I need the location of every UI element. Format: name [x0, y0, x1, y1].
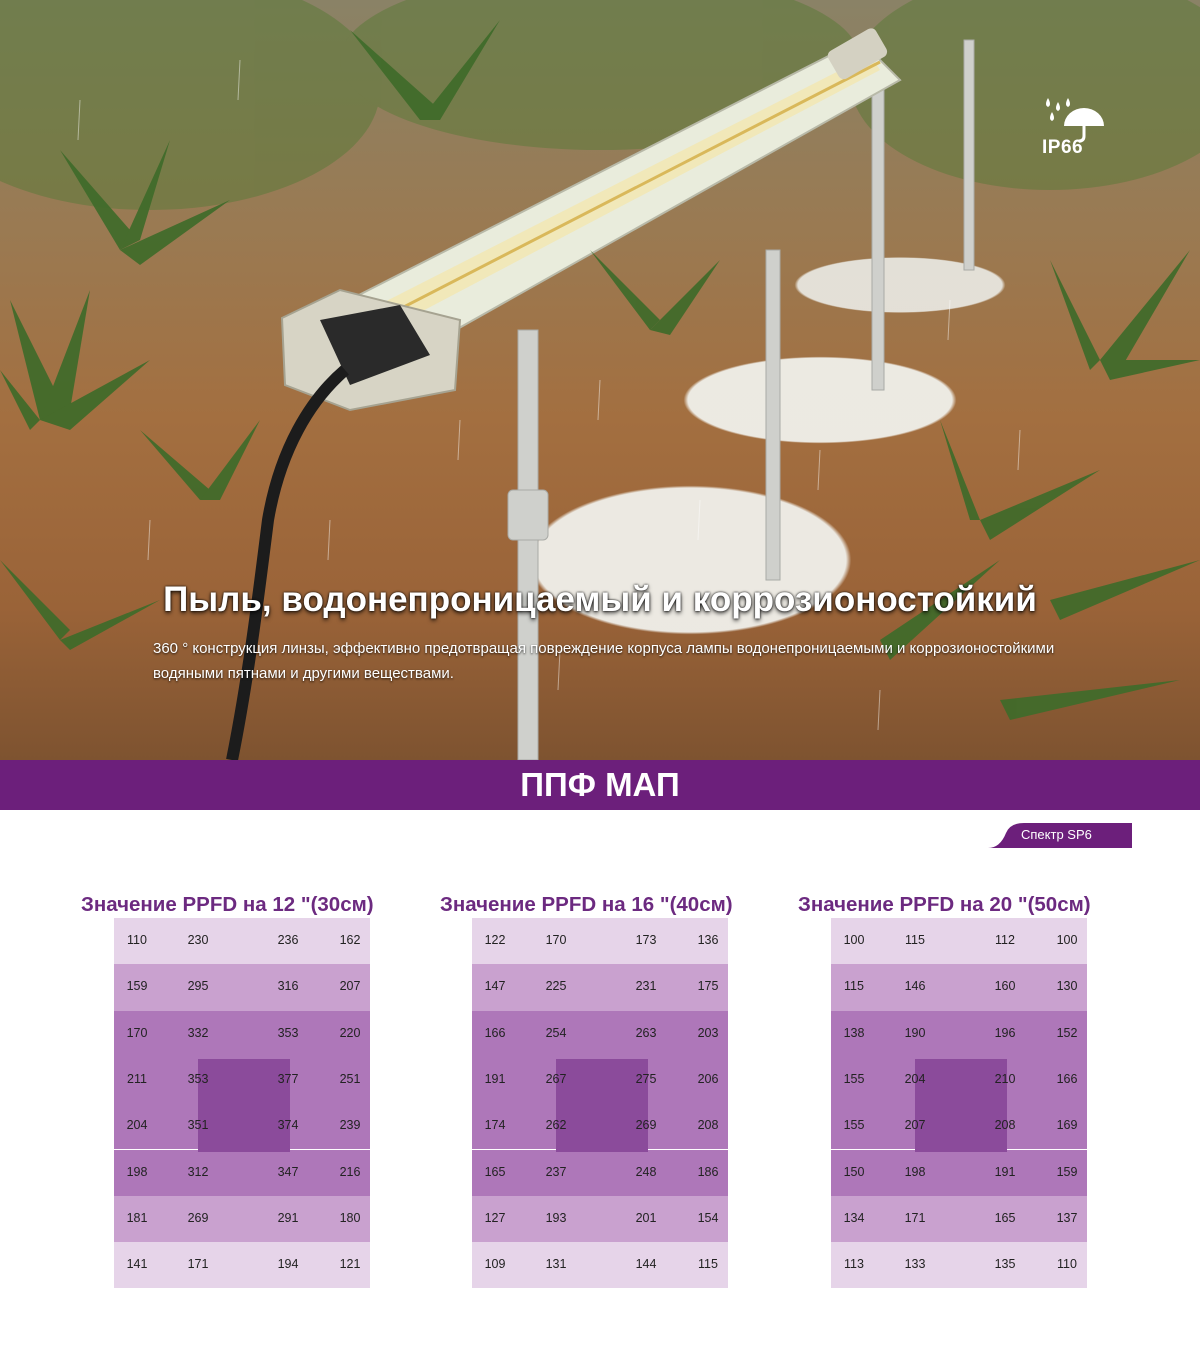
ppfd-value-cell: 169 — [1056, 1118, 1078, 1133]
ppfd-value-cell: 162 — [339, 933, 361, 947]
ppfd-value-cell: 377 — [277, 1071, 299, 1086]
ppfd-value-cell: 134 — [843, 1210, 865, 1225]
map-title-40cm: Значение PPFD на 16 "(40см) — [440, 893, 733, 916]
ppfd-map-40cm — [472, 918, 728, 1288]
ppfd-value-cell: 208 — [697, 1118, 719, 1133]
ppfd-value-cell: 198 — [904, 1164, 926, 1179]
ppfd-value-cell: 110 — [1057, 1257, 1077, 1272]
ppfd-value-cell: 204 — [904, 1071, 926, 1086]
ppfd-value-cell: 147 — [484, 979, 506, 994]
ppfd-value-cell: 216 — [339, 1164, 361, 1179]
ppfd-value-cell: 207 — [339, 979, 361, 994]
ppfd-value-cell: 100 — [1056, 933, 1078, 947]
ppfd-value-cell: 166 — [484, 1025, 506, 1040]
ppfd-value-cell: 196 — [994, 1025, 1016, 1040]
ppfd-value-cell: 351 — [187, 1118, 209, 1133]
ppfd-value-cell: 100 — [843, 933, 865, 947]
ppfd-value-cell: 198 — [126, 1164, 148, 1179]
ppfd-value-cell: 159 — [126, 979, 148, 994]
ppfd-value-cell: 204 — [126, 1118, 148, 1133]
ppfd-value-cell: 263 — [635, 1025, 657, 1040]
ppfd-value-cell: 150 — [843, 1164, 865, 1179]
ppfd-value-cell: 203 — [697, 1025, 719, 1040]
map-title-50cm: Значение PPFD на 20 "(50см) — [798, 893, 1091, 916]
ppfd-value-cell: 353 — [277, 1025, 299, 1040]
ppfd-value-cell: 165 — [484, 1164, 506, 1179]
ppfd-value-cell: 131 — [545, 1257, 567, 1272]
ppfd-value-cell: 190 — [904, 1025, 926, 1040]
ppfd-value-cell: 332 — [187, 1025, 209, 1040]
ppfd-value-cell: 165 — [994, 1210, 1016, 1225]
ppfd-value-cell: 239 — [339, 1118, 361, 1133]
ppfd-value-cell: 155 — [843, 1071, 865, 1086]
ppfd-value-cell: 236 — [277, 933, 299, 947]
ppfd-value-cell: 316 — [277, 979, 299, 994]
ppfd-value-cell: 230 — [187, 933, 209, 947]
ppfd-value-cell: 160 — [994, 979, 1016, 994]
ppfd-value-cell: 237 — [545, 1164, 567, 1179]
ppfd-value-cell: 347 — [277, 1164, 299, 1179]
ip-rating-label: IP66 — [1042, 137, 1084, 158]
ppfd-value-cell: 193 — [545, 1210, 567, 1225]
ppfd-value-cell: 220 — [339, 1025, 361, 1040]
hero-description: 360 ° конструкция линзы, эффективно предотвращая повреждение корпуса лампы водонепроницаемыми и коррозионостойкими водяными пятнами и другими веществами. — [153, 640, 1055, 682]
ppfd-value-cell: 291 — [277, 1210, 299, 1225]
ppfd-value-cell: 262 — [545, 1118, 567, 1133]
ppfd-value-cell: 137 — [1056, 1210, 1078, 1225]
ppfd-value-cell: 201 — [635, 1210, 657, 1225]
ppfd-value-cell: 269 — [635, 1118, 657, 1133]
ppfd-value-cell: 127 — [484, 1210, 506, 1225]
ppfd-value-cell: 175 — [697, 979, 719, 994]
ppfd-value-cell: 191 — [994, 1164, 1016, 1179]
ppfd-value-cell: 155 — [843, 1118, 865, 1133]
ppfd-value-cell: 109 — [484, 1257, 506, 1272]
ppfd-value-cell: 208 — [994, 1118, 1016, 1133]
ppfd-value-cell: 269 — [187, 1210, 209, 1225]
ppfd-value-cell: 144 — [635, 1257, 657, 1272]
map-title-30cm: Значение PPFD на 12 "(30см) — [81, 893, 374, 916]
ppfd-value-cell: 353 — [187, 1071, 209, 1086]
ppfd-value-cell: 206 — [697, 1071, 719, 1086]
ppfd-value-cell: 248 — [635, 1164, 657, 1179]
ppfd-value-cell: 251 — [339, 1071, 361, 1086]
ppfd-value-cell: 166 — [1056, 1071, 1078, 1086]
ppfd-value-cell: 159 — [1056, 1164, 1078, 1179]
ppfd-value-cell: 110 — [127, 933, 147, 947]
ppfd-value-cell: 186 — [697, 1164, 719, 1179]
ppfd-value-cell: 231 — [635, 979, 657, 994]
ppfd-value-cell: 152 — [1056, 1025, 1078, 1040]
ppfd-value-cell: 254 — [545, 1025, 567, 1040]
section-title: ППФ МАП — [520, 766, 680, 803]
ppfd-value-cell: 171 — [187, 1257, 209, 1272]
ppfd-value-cell: 312 — [187, 1164, 209, 1179]
ppfd-value-cell: 211 — [127, 1071, 147, 1086]
spectrum-tag-label: Спектр SP6 — [1021, 827, 1092, 842]
ppfd-value-cell: 115 — [698, 1257, 718, 1272]
ppfd-value-cell: 130 — [1056, 979, 1078, 994]
ppfd-value-cell: 207 — [904, 1118, 926, 1133]
ppfd-value-cell: 267 — [545, 1071, 567, 1086]
ppfd-value-cell: 374 — [277, 1118, 299, 1133]
ppfd-value-cell: 138 — [843, 1025, 865, 1040]
ppfd-map-50cm — [831, 918, 1087, 1288]
ppfd-value-cell: 141 — [126, 1257, 148, 1272]
ppfd-value-cell: 191 — [484, 1071, 506, 1086]
ppfd-value-cell: 295 — [187, 979, 209, 994]
ppfd-value-cell: 121 — [339, 1257, 361, 1272]
ppfd-value-cell: 180 — [339, 1210, 361, 1225]
ppfd-value-cell: 112 — [995, 933, 1015, 947]
ppfd-value-cell: 170 — [126, 1025, 148, 1040]
ppfd-value-cell: 133 — [904, 1257, 926, 1272]
hero-title: Пыль, водонепроницаемый и коррозионостойкий — [163, 580, 1037, 619]
ppfd-value-cell: 181 — [126, 1210, 148, 1225]
ppfd-value-cell: 136 — [697, 933, 719, 947]
ppfd-value-cell: 194 — [277, 1257, 299, 1272]
ppfd-value-cell: 225 — [545, 979, 567, 994]
ppfd-value-cell: 146 — [904, 979, 926, 994]
ppfd-value-cell: 135 — [994, 1257, 1016, 1272]
ppfd-value-cell: 210 — [994, 1071, 1016, 1086]
ppfd-value-cell: 171 — [904, 1210, 926, 1225]
ppfd-value-cell: 275 — [635, 1071, 657, 1086]
ppfd-value-cell: 174 — [484, 1118, 506, 1133]
ppfd-value-cell: 113 — [844, 1257, 864, 1272]
ppfd-value-cell: 173 — [635, 933, 657, 947]
ppfd-value-cell: 170 — [545, 933, 567, 947]
ppfd-value-cell: 115 — [844, 979, 864, 994]
ppfd-value-cell: 122 — [484, 933, 506, 947]
ppfd-value-cell: 154 — [697, 1210, 719, 1225]
ppfd-value-cell: 115 — [905, 933, 925, 947]
ppfd-map-30cm — [114, 918, 370, 1288]
